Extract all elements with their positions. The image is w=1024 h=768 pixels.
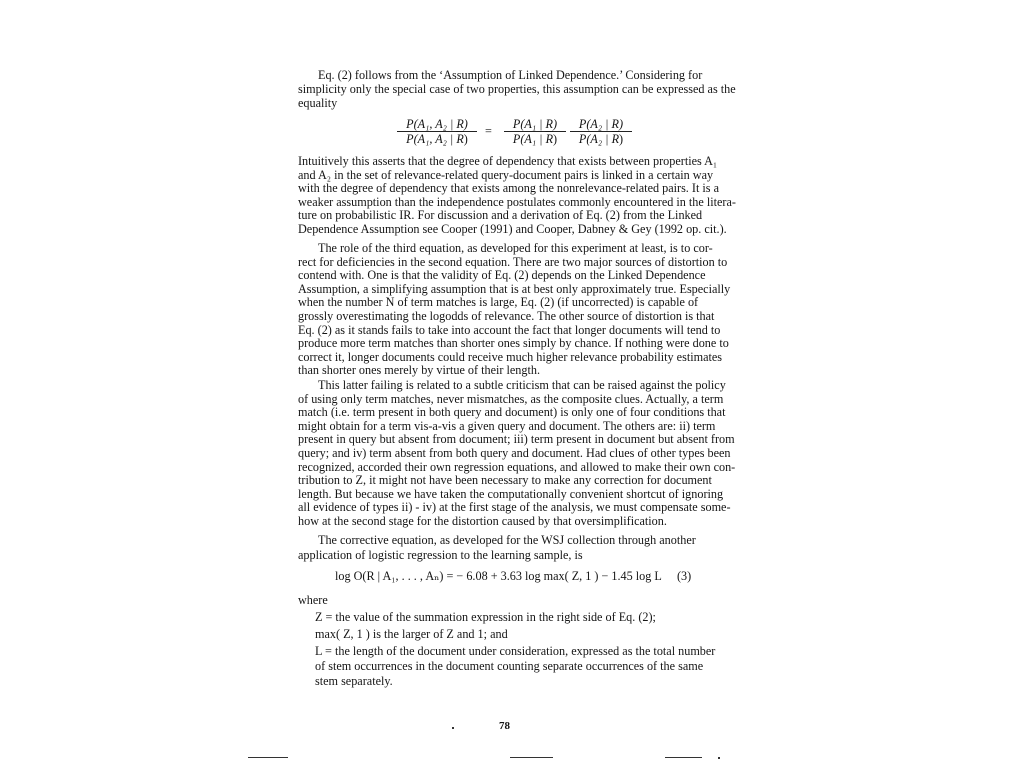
text-line: query; and iv) term absent from both query and document. Had clues of other types been bbox=[298, 446, 731, 460]
text-line: and A₂ in the set of relevance-related query-document pairs is linked in a certain way bbox=[298, 167, 714, 182]
text-line: Assumption, a simplifying assumption that is at best only approximately true. Especially bbox=[298, 281, 731, 296]
text-line: all evidence of types ii) - iv) at the first stage of the analysis, we must compensate some- bbox=[298, 500, 731, 515]
text-line: produce more term matches than shorter ones simply by chance. If nothing were done to bbox=[298, 336, 729, 351]
text-line: contend with. One is that the validity of Eq. (2) depends on the Linked Dependence bbox=[298, 268, 706, 283]
r1-denominator bbox=[504, 132, 566, 146]
close-paren: ) bbox=[553, 132, 558, 146]
text-line: Intuitively this asserts that the degree of dependency that exists between properties A₁ bbox=[298, 154, 718, 168]
text-line: recognized, accorded their own regression equations, and allowed to make their own con- bbox=[298, 459, 736, 474]
text-line: where bbox=[298, 593, 328, 607]
lhs-numerator: P(A₁, A₂ | R) bbox=[406, 117, 468, 131]
text-line: The role of the third equation, as developed for this experiment at least, is to cor- bbox=[318, 241, 713, 255]
text-line: how at the second stage for the distortion caused by that oversimplification. bbox=[298, 514, 667, 528]
footer-rule bbox=[248, 757, 288, 758]
text-line: might obtain for a term vis-a-vis a given query and document. The others are: ii) term bbox=[298, 418, 716, 433]
footer-rule bbox=[510, 757, 553, 758]
r-bar: $\overline{R}$ bbox=[611, 132, 620, 146]
r-bar: $\overline{R}$ bbox=[545, 132, 554, 146]
text-line: equality bbox=[298, 96, 338, 110]
text-line: Eq. (2) follows from the ‘Assumption of Linked Dependence.’ Considering for bbox=[318, 68, 703, 82]
equation-3: log O(R | A₁, . . . , Aₙ) = − 6.08 + 3.63 log max( Z, 1 ) − 1.45 log L bbox=[335, 569, 662, 583]
text-line: Z = the value of the summation expression in the right side of Eq. (2); bbox=[315, 610, 656, 624]
text-line: stem separately. bbox=[315, 674, 393, 688]
text-line: simplicity only the special case of two properties, this assumption can be expressed as the bbox=[298, 82, 736, 96]
equals-sign: = bbox=[485, 124, 492, 138]
text-line: weaker assumption than the independence postulates commonly encountered in the litera- bbox=[298, 194, 736, 209]
r2-den-text: P(A₂ | bbox=[578, 132, 612, 146]
r1-numerator: P(A₁ | R) bbox=[512, 117, 558, 131]
text-line: rect for deficiencies in the second equation. There are two major sources of distortion to bbox=[298, 254, 728, 269]
page-number: 78 bbox=[499, 720, 510, 732]
text-line: grossly overestimating the logodds of relevance. The other source of distortion is that bbox=[298, 309, 715, 323]
text-line: L = the length of the document under consideration, expressed as the total number bbox=[315, 644, 716, 658]
text-line: application of logistic regression to the learning sample, is bbox=[298, 548, 583, 562]
r1-den-text: P(A₁ | bbox=[512, 132, 546, 146]
text-line: The corrective equation, as developed for the WSJ collection through another bbox=[318, 533, 696, 547]
text-line: than shorter ones merely by virtue of their length. bbox=[298, 363, 540, 378]
text-line: present in query but absent from document; iii) term present in document but absent from bbox=[298, 432, 735, 447]
r2-numerator: P(A₂ | R) bbox=[578, 117, 624, 131]
text-line: max( Z, 1 ) is the larger of Z and 1; and bbox=[315, 627, 508, 641]
lhs-denominator bbox=[397, 132, 477, 146]
text-line: correct it, longer documents could receive much higher relevance probability estimates bbox=[298, 349, 723, 364]
text-line: of stem occurrences in the document counting separate occurrences of the same bbox=[315, 659, 704, 673]
text-line: Dependence Assumption see Cooper (1991) and Cooper, Dabney & Gey (1992 op. cit.). bbox=[298, 222, 727, 236]
close-paren: ) bbox=[463, 132, 468, 146]
text-line: with the degree of dependency that exists among the nonrelevance-related pairs. It is a bbox=[298, 181, 719, 196]
text-line: length. But because we have taken the computationally convenient shortcut of ignoring bbox=[298, 486, 724, 501]
scan-speck bbox=[718, 757, 720, 759]
text-line: This latter failing is related to a subtle criticism that can be raised against the policy bbox=[318, 378, 726, 392]
text-line: of using only term matches, never mismatches, as the composite clues. Actually, a term bbox=[298, 391, 724, 406]
r-bar: $\overline{R}$ bbox=[456, 132, 464, 146]
text-line: Eq. (2) as it stands fails to take into account the fact that longer documents will tend to bbox=[298, 322, 721, 337]
lhs-den-text: P(A₁, A₂ | bbox=[406, 132, 457, 146]
scan-speck bbox=[452, 727, 454, 729]
text-line: when the number N of term matches is large, Eq. (2) (if uncorrected) is capable of bbox=[298, 295, 699, 310]
footer-rule bbox=[665, 757, 702, 758]
close-paren: ) bbox=[619, 132, 624, 146]
text-line: tribution to Z, it might not have been necessary to make any correction for document bbox=[298, 473, 712, 488]
equation-number: (3) bbox=[677, 569, 692, 583]
text-line: ture on probabilistic IR. For discussion and a derivation of Eq. (2) from the Linked bbox=[298, 208, 703, 223]
text-line: match (i.e. term present in both query and document) is only one of four conditions that bbox=[298, 405, 726, 420]
r2-denominator bbox=[570, 132, 632, 146]
